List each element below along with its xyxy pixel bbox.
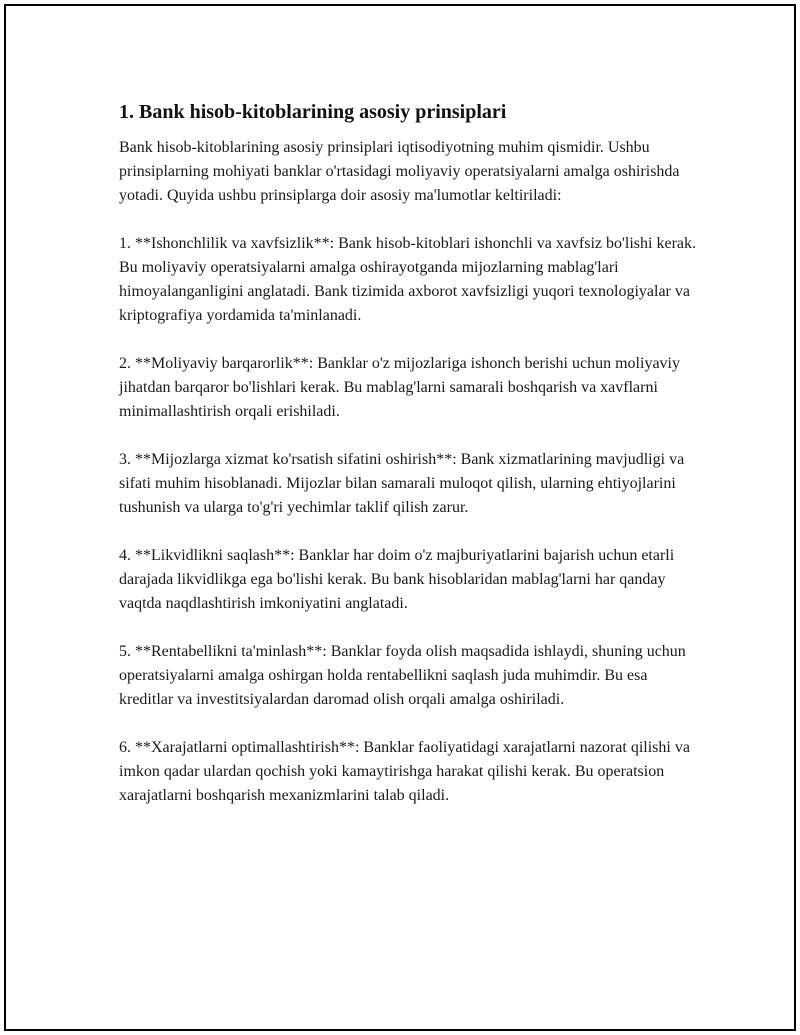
principle-cost-optimization-paragraph: 6. **Xarajatlarni optimallashtirish**: Banklar faoliyatidagi xarajatlarni nazorat qilishi va imkon qadar ulardan qochish yoki kamaytirishga harakat qilishi kerak. Bu operatsion xarajatlarni boshqarish mexanizmlarini talab qiladi. — [119, 739, 690, 804]
document-page — [4, 4, 796, 1031]
principle-reliability-paragraph: 1. **Ishonchlilik va xavfsizlik**: Bank hisob-kitoblari ishonchli va xavfsiz bo'lishi kerak. Bu moliyaviy operatsiyalarni amalga oshirayotganda mijozlarning mablag'lari himoyalanganligini anglatadi. Bank tizimida axborot xavfsizligi yuqori texnologiyalar va kriptografiya yordamida ta'minlanadi. — [119, 235, 697, 324]
principle-service-quality-paragraph: 3. **Mijozlarga xizmat ko'rsatish sifatini oshirish**: Bank xizmatlarining mavjudligi va sifati muhim hisoblanadi. Mijozlar bilan samarali muloqot qilish, ularning ehtiyojlarini tushunish va ularga to'g'ri yechimlar taklif qilish zarur. — [119, 451, 685, 516]
principle-stability-paragraph: 2. **Moliyaviy barqarorlik**: Banklar o'z mijozlariga ishonch berishi uchun moliyaviy jihatdan barqaror bo'lishlari kerak. Bu mablag'larni samarali boshqarish va xavflarni minimallashtirish orqali erishiladi. — [119, 355, 680, 420]
principle-liquidity-paragraph: 4. **Likvidlikni saqlash**: Banklar har doim o'z majburiyatlarini bajarish uchun etarli darajada likvidlikga ega bo'lishi kerak. Bu bank hisoblaridan mablag'larni har qanday vaqtda naqdlashtirish imkoniyatini anglatadi. — [119, 547, 675, 612]
section-heading: 1. Bank hisob-kitoblarining asosiy prinsiplari — [119, 101, 507, 123]
document-body — [119, 98, 699, 832]
principle-profitability-paragraph: 5. **Rentabellikni ta'minlash**: Banklar foyda olish maqsadida ishlaydi, shuning uchun operatsiyalarni amalga oshirgan holda rentabellikni saqlash juda muhimdir. Bu esa kreditlar va investitsiyalardan daromad olish orqali amalga oshiriladi. — [119, 643, 686, 708]
intro-paragraph: Bank hisob-kitoblarining asosiy prinsiplari iqtisodiyotning muhim qismidir. Ushbu prinsiplarning mohiyati banklar o'rtasidagi moliyaviy operatsiyalarni amalga oshirishda yotadi. Quyida ushbu prinsiplarga doir asosiy ma'lumotlar keltiriladi: — [119, 139, 680, 204]
